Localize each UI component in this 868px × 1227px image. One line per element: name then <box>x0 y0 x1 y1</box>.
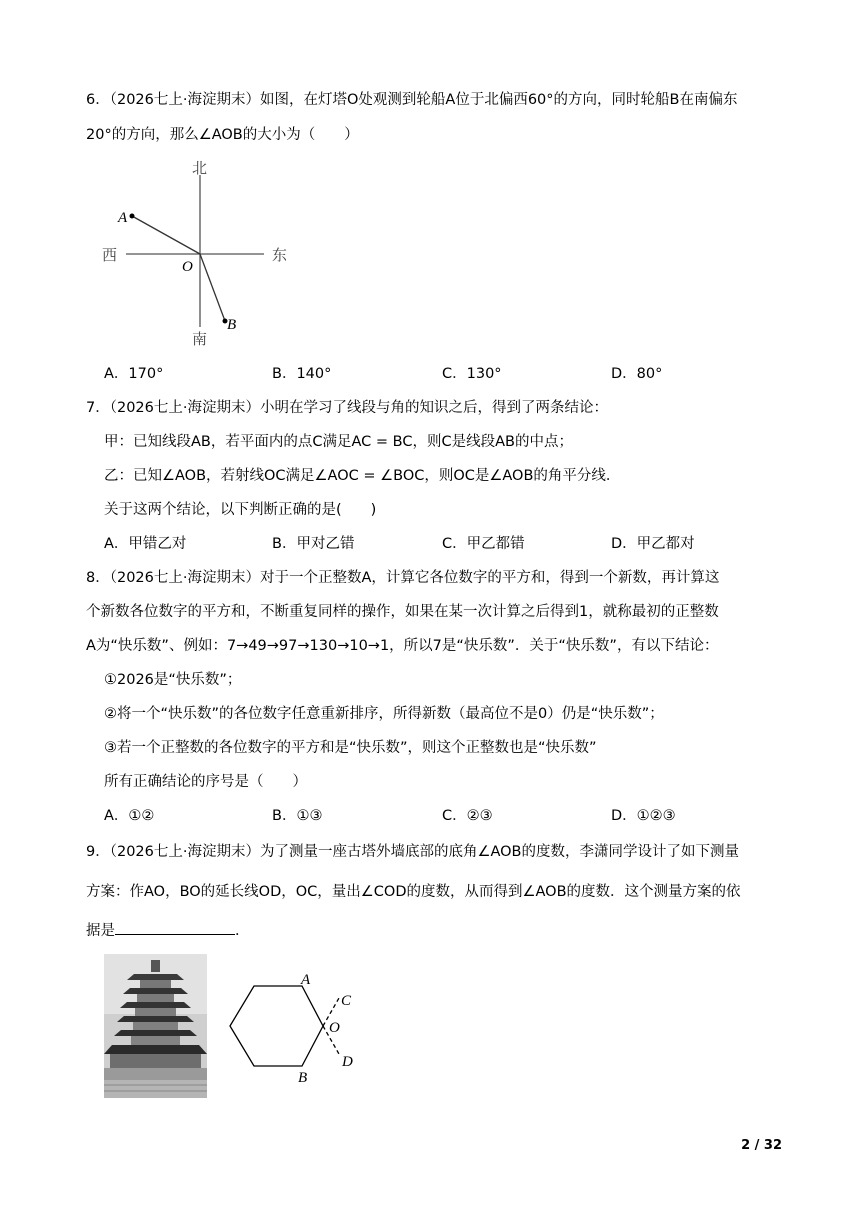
q8-stem-line2: 个新数各位数字的平方和，不断重复同样的操作，如果在某一次计算之后得到1，就称最初的正整数 <box>86 604 719 620</box>
q7-option-a: A．甲错乙对 <box>104 536 187 552</box>
label-B: B <box>227 317 237 333</box>
label-north: 北 <box>192 161 208 177</box>
q9-stem-line1: 9．（2026七上·海淀期末）为了测量一座古塔外墙底部的底角∠AOB的度数，李潇同学设计了如下测量 <box>86 844 740 860</box>
answer-blank <box>115 920 235 935</box>
label-O: O <box>329 1020 340 1036</box>
label-O: O <box>182 259 193 275</box>
q7-option-c: C．甲乙都错 <box>442 536 525 552</box>
q7-stem-line1: 7．（2026七上·海淀期末）小明在学习了线段与角的知识之后，得到了两条结论： <box>86 400 608 416</box>
q8-option-a: A．①② <box>104 808 155 824</box>
q9-stem-line2: 方案：作AO，BO的延长线OD，OC，量出∠COD的度数，从而得到∠AOB的度数．这个测量方案的依 <box>86 884 741 900</box>
page-number: 2 / 32 <box>741 1138 782 1153</box>
q6-option-b: B．140° <box>272 366 332 382</box>
q9-stem-line3 <box>86 920 250 941</box>
q7-statement-jia: 甲：已知线段AB，若平面内的点C满足AC = BC，则C是线段AB的中点； <box>104 434 573 450</box>
label-A: A <box>301 972 311 988</box>
label-D: D <box>342 1054 353 1070</box>
label-west: 西 <box>102 248 118 264</box>
q8-question: 所有正确结论的序号是（ ） <box>104 774 307 790</box>
q8-statement-2: ②将一个“快乐数”的各位数字任意重新排序，所得新数（最高位不是0）仍是“快乐数”； <box>104 706 664 722</box>
q8-stem-line3: A为“快乐数”、例如：7→49→97→130→10→1，所以7是“快乐数”．关于“快乐数”，有以下结论： <box>86 638 719 654</box>
q8-option-b: B．①③ <box>272 808 323 824</box>
q7-question: 关于这两个结论，以下判断正确的是( ) <box>104 502 377 518</box>
q8-stem-line1: 8．（2026七上·海淀期末）对于一个正整数A，计算它各位数字的平方和，得到一个新数，再计算这 <box>86 570 720 586</box>
q9-stem-line3-end: ． <box>235 923 250 939</box>
q6-stem-line1: 6．（2026七上·海淀期末）如图，在灯塔O处观测到轮船A位于北偏西60°的方向，同时轮船B在南偏东 <box>86 92 738 108</box>
q7-option-d: D．甲乙都对 <box>611 536 695 552</box>
label-B: B <box>298 1070 308 1086</box>
pagoda-image <box>104 954 207 1098</box>
q9-stem-line3-text: 据是 <box>86 923 115 939</box>
compass-figure <box>96 155 316 355</box>
q7-option-b: B．甲对乙错 <box>272 536 355 552</box>
q6-option-a: A．170° <box>104 366 164 382</box>
q6-option-c: C．130° <box>442 366 502 382</box>
q8-statement-3: ③若一个正整数的各位数字的平方和是“快乐数”，则这个正整数也是“快乐数” <box>104 740 597 756</box>
q8-option-c: C．②③ <box>442 808 493 824</box>
q7-statement-yi: 乙：已知∠AOB，若射线OC满足∠AOC = ∠BOC，则OC是∠AOB的角平分线． <box>104 468 621 484</box>
hexagon-figure <box>222 970 372 1110</box>
label-A: A <box>118 210 128 226</box>
label-C: C <box>341 993 352 1009</box>
q6-stem-line2: 20°的方向，那么∠AOB的大小为（ ） <box>86 127 359 143</box>
label-east: 东 <box>272 248 288 264</box>
label-south: 南 <box>192 332 208 348</box>
q8-option-d: D．①②③ <box>611 808 676 824</box>
q8-statement-1: ①2026是“快乐数”； <box>104 672 242 688</box>
q6-option-d: D．80° <box>611 366 663 382</box>
